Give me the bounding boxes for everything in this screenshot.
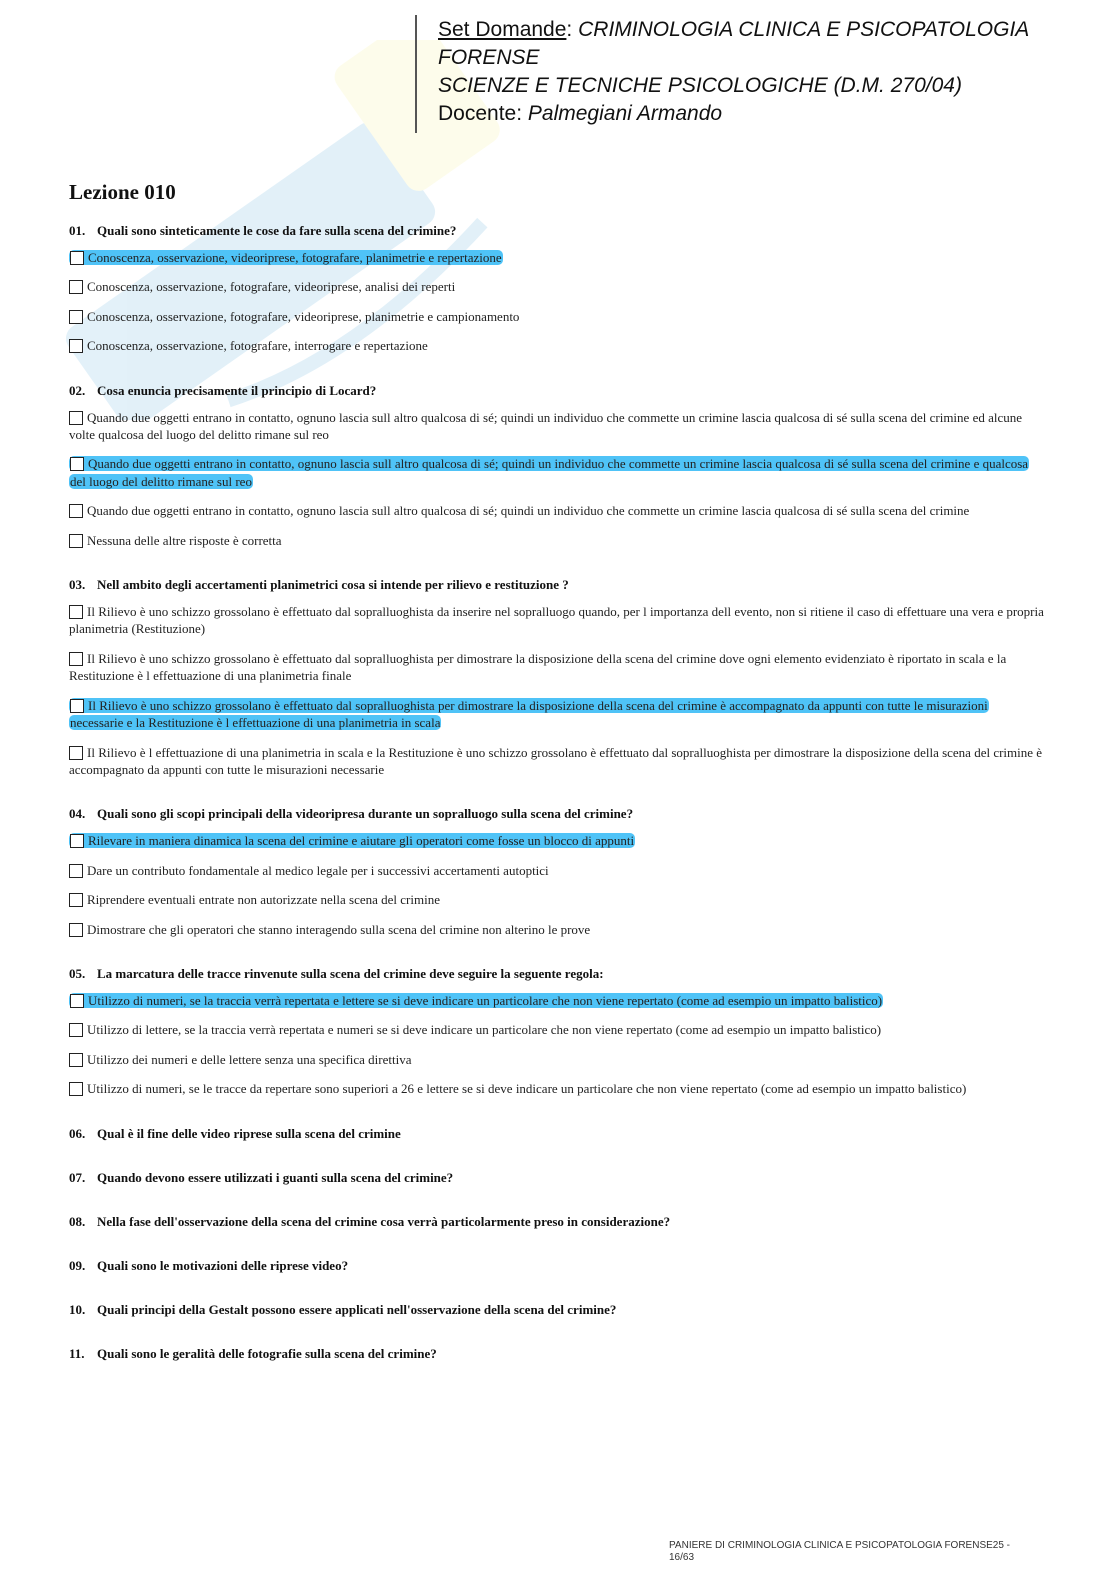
question-text: [69, 1301, 1044, 1318]
answer-wrap: [69, 745, 1042, 777]
question-label: Quali sono le geralità delle fotografie sulla scena del crimine?: [97, 1345, 437, 1361]
question-number: 01.: [69, 223, 86, 238]
answer-option[interactable]: [69, 1080, 1044, 1097]
answer-option[interactable]: [69, 992, 1044, 1009]
answer-wrap: [69, 651, 1006, 683]
course-title: CRIMINOLOGIA CLINICA E PSICOPATOLOGIA: [578, 18, 1030, 41]
question-text: [69, 382, 1044, 399]
question-label: Quando devono essere utilizzati i guanti sulla scena del crimine?: [97, 1169, 454, 1185]
question-block: [69, 1125, 1044, 1142]
checkbox-icon[interactable]: [70, 251, 84, 265]
question-label: Quali principi della Gestalt possono essere applicati nell'osservazione della scena del crimine?: [97, 1301, 617, 1317]
checkbox-icon[interactable]: [69, 923, 83, 937]
teacher-label: Docente:: [438, 102, 523, 125]
question-label: Qual è il fine delle video riprese sulla scena del crimine: [97, 1125, 401, 1141]
checkbox-icon[interactable]: [69, 1082, 83, 1096]
question-block: [69, 382, 1044, 549]
checkbox-icon[interactable]: [70, 457, 84, 471]
question-text: [69, 1257, 1044, 1274]
answer-option[interactable]: [69, 862, 1044, 879]
header-divider: [415, 15, 417, 133]
answer-option[interactable]: [69, 409, 1044, 444]
question-number: 07.: [69, 1169, 86, 1185]
checkbox-icon[interactable]: [70, 699, 84, 713]
question-label: Cosa enuncia precisamente il principio di Locard?: [97, 382, 377, 398]
checkbox-icon[interactable]: [69, 504, 83, 518]
checkbox-icon[interactable]: [69, 280, 83, 294]
question-block: [69, 1213, 1044, 1230]
answer-text: Dimostrare che gli operatori che stanno interagendo sulla scena del crimine non alterino le prove: [87, 921, 591, 937]
answer-text: Il Rilievo è l effettuazione di una planimetria in scala e la Restituzione è uno schizzo grossolano è effettuato dal sopralluoghista per dimostrare la disposizione della scena del crimine è accompagnato da appunti con tutte le misurazioni necessarie: [69, 744, 1043, 777]
answer-wrap: [69, 279, 455, 294]
degree-title: SCIENZE E TECNICHE PSICOLOGICHE (D.M. 270/04): [438, 74, 962, 97]
answer-option[interactable]: [69, 1051, 1044, 1068]
checkbox-icon[interactable]: [69, 652, 83, 666]
question-block: [69, 1169, 1044, 1186]
answer-option[interactable]: [69, 308, 1044, 325]
question-number: 05.: [69, 965, 86, 981]
answer-option[interactable]: [69, 455, 1044, 490]
document-header: [438, 16, 1078, 128]
answer-text: Rilevare in maniera dinamica la scena del crimine e aiutare gli operatori come fosse un blocco di appunti: [88, 833, 635, 849]
answer-wrap: [69, 604, 1044, 636]
highlighted-answer: [69, 456, 1029, 488]
checkbox-icon[interactable]: [70, 994, 84, 1008]
answer-wrap: [69, 1081, 966, 1096]
question-number: 09.: [69, 1257, 86, 1273]
question-number: 10.: [69, 1301, 86, 1317]
answer-text: Conoscenza, osservazione, fotografare, interrogare e repertazione: [87, 338, 428, 354]
question-block: [69, 576, 1044, 778]
answer-option[interactable]: [69, 650, 1044, 685]
answer-wrap: [69, 309, 519, 324]
answer-option[interactable]: [69, 891, 1044, 908]
answer-option[interactable]: [69, 337, 1044, 354]
question-label: Nella fase dell'osservazione della scena del crimine cosa verrà particolarmente preso in considerazione?: [97, 1213, 671, 1229]
answer-text: Utilizzo di numeri, se la traccia verrà repertata e lettere se si deve indicare un particolare che non viene repertato (come ad esempio un impatto balistico): [88, 992, 883, 1008]
question-block: [69, 1257, 1044, 1274]
question-number: 11.: [69, 1345, 85, 1361]
answer-option[interactable]: [69, 744, 1044, 779]
question-label: Nell ambito degli accertamenti planimetrici cosa si intende per rilievo e restituzione ?: [97, 577, 569, 593]
answer-wrap: [69, 1022, 881, 1037]
answer-text: Conoscenza, osservazione, fotografare, videoriprese, analisi dei reperti: [87, 279, 456, 295]
answer-wrap: [69, 410, 1022, 442]
course-title-cont: FORENSE: [438, 46, 540, 69]
footer-course: PANIERE DI CRIMINOLOGIA CLINICA E PSICOPATOLOGIA FORENSE25 -: [669, 1540, 1011, 1551]
answer-option[interactable]: [69, 249, 1044, 266]
answer-text: Nessuna delle altre risposte è corretta: [87, 532, 282, 548]
question-list: [69, 222, 1044, 1389]
question-block: [69, 222, 1044, 355]
question-block: [69, 805, 1044, 938]
question-number: 02.: [69, 382, 86, 398]
question-label: Quali sono sinteticamente le cose da fare sulla scena del crimine?: [97, 223, 457, 238]
answer-text: Conoscenza, osservazione, fotografare, videoriprese, planimetrie e campionamento: [87, 308, 520, 324]
answer-text: Quando due oggetti entrano in contatto, ognuno lascia sull altro qualcosa di sé; quindi un individuo che commette un crimine lascia qualcosa di sé sulla scena del crimine e qualcosa del luogo del delitto rimane sul reo: [70, 456, 1029, 489]
question-text: [69, 1169, 1044, 1186]
answer-text: Conoscenza, osservazione, videoriprese, fotografare, planimetrie e repertazione: [88, 250, 502, 265]
answer-wrap: [69, 892, 440, 907]
answer-option[interactable]: [69, 1021, 1044, 1038]
answer-text: Dare un contributo fondamentale al medico legale per i successivi accertamenti autoptici: [87, 862, 549, 878]
checkbox-icon[interactable]: [69, 605, 83, 619]
question-text: [69, 1125, 1044, 1142]
teacher-name: Palmegiani Armando: [527, 102, 723, 125]
highlighted-answer: [69, 698, 989, 730]
answer-text: Quando due oggetti entrano in contatto, ognuno lascia sull altro qualcosa di sé; quindi un individuo che commette un crimine lascia qualcosa di sé sulla scena del crimine ed alcune volte qualcosa del luogo del delitto rimane sul reo: [69, 409, 1023, 443]
checkbox-icon[interactable]: [69, 893, 83, 907]
answer-wrap: [69, 338, 428, 353]
answer-wrap: [69, 1052, 412, 1067]
question-block: [69, 1301, 1044, 1318]
answer-option[interactable]: [69, 832, 1044, 849]
answer-text: Il Rilievo è uno schizzo grossolano è effettuato dal sopralluoghista per dimostrare la disposizione della scena del crimine è accompagnato da appunti con tutte le misurazioni necessarie e la Restituzione è l effettuazione di una planimetria in scala: [70, 697, 988, 731]
checkbox-icon[interactable]: [69, 1053, 83, 1067]
answer-option[interactable]: [69, 921, 1044, 938]
answer-text: Utilizzo di numeri, se le tracce da repertare sono superiori a 26 e lettere se si deve indicare un particolare che non viene repertato (come ad esempio un impatto balistico): [87, 1081, 967, 1097]
question-block: [69, 1345, 1044, 1362]
question-text: [69, 965, 1044, 982]
lesson-title: Lezione 010: [69, 180, 176, 204]
answer-wrap: [69, 503, 969, 518]
answer-option[interactable]: [69, 532, 1044, 549]
question-number: 03.: [69, 577, 86, 593]
answer-option[interactable]: [69, 278, 1044, 295]
highlighted-answer: [69, 833, 635, 848]
answer-option[interactable]: [69, 697, 1044, 732]
teacher-line: [438, 100, 1078, 128]
checkbox-icon[interactable]: [70, 834, 84, 848]
question-text: [69, 1213, 1044, 1230]
question-text: [69, 805, 1044, 822]
question-text: [69, 576, 1044, 593]
checkbox-icon[interactable]: [69, 310, 83, 324]
question-label: Quali sono gli scopi principali della videoripresa durante un sopralluogo sulla scena del crimine?: [97, 806, 634, 822]
answer-text: Il Rilievo è uno schizzo grossolano è effettuato dal sopralluoghista per dimostrare la disposizione della scena del crimine dove ogni elemento evidenziato è riportato in scala e la Restituzione è l effettuazione di una planimetria finale: [69, 650, 1007, 684]
answer-text: Utilizzo dei numeri e delle lettere senza una specifica direttiva: [87, 1051, 412, 1067]
answer-wrap: [69, 863, 549, 878]
footer-page-number: 16/63: [669, 1552, 695, 1563]
question-text: [69, 222, 1044, 239]
answer-text: Utilizzo di lettere, se la traccia verrà repertata e numeri se si deve indicare un particolare che non viene repertato (come ad esempio un impatto balistico): [87, 1022, 882, 1038]
question-number: 04.: [69, 806, 86, 822]
page-footer: [669, 1540, 1069, 1564]
header-course-line: Set Domande: CRIMINOLOGIA CLINICA E PSICOPATOLOGIA: [438, 18, 1030, 41]
question-number: 08.: [69, 1213, 86, 1229]
checkbox-icon[interactable]: [69, 1023, 83, 1037]
set-label: Set Domande: [438, 18, 567, 41]
question-label: Quali sono le motivazioni delle riprese video?: [97, 1257, 349, 1273]
answer-text: Il Rilievo è uno schizzo grossolano è effettuato dal sopralluoghista da inserire nel sopralluogo quando, per l importanza dell evento, non si ritiene il caso di effettuare una vera e propria planimetria (Restituzione): [69, 604, 1044, 637]
question-label: La marcatura delle tracce rinvenute sulla scena del crimine deve seguire la seguente regola:: [97, 965, 604, 981]
question-number: 06.: [69, 1125, 86, 1141]
question-block: [69, 965, 1044, 1098]
answer-option[interactable]: [69, 603, 1044, 638]
highlighted-answer: [69, 993, 883, 1008]
checkbox-icon[interactable]: [69, 534, 83, 548]
answer-wrap: [69, 922, 590, 937]
question-text: [69, 1345, 1044, 1362]
answer-wrap: [69, 533, 282, 548]
answer-text: Quando due oggetti entrano in contatto, ognuno lascia sull altro qualcosa di sé; quindi un individuo che commette un crimine lascia qualcosa di sé sulla scena del crimine: [87, 503, 970, 519]
checkbox-icon[interactable]: [69, 339, 83, 353]
checkbox-icon[interactable]: [69, 746, 83, 760]
answer-text: Riprendere eventuali entrate non autorizzate nella scena del crimine: [87, 892, 440, 908]
checkbox-icon[interactable]: [69, 411, 83, 425]
answer-option[interactable]: [69, 502, 1044, 519]
highlighted-answer: [69, 250, 503, 265]
checkbox-icon[interactable]: [69, 864, 83, 878]
